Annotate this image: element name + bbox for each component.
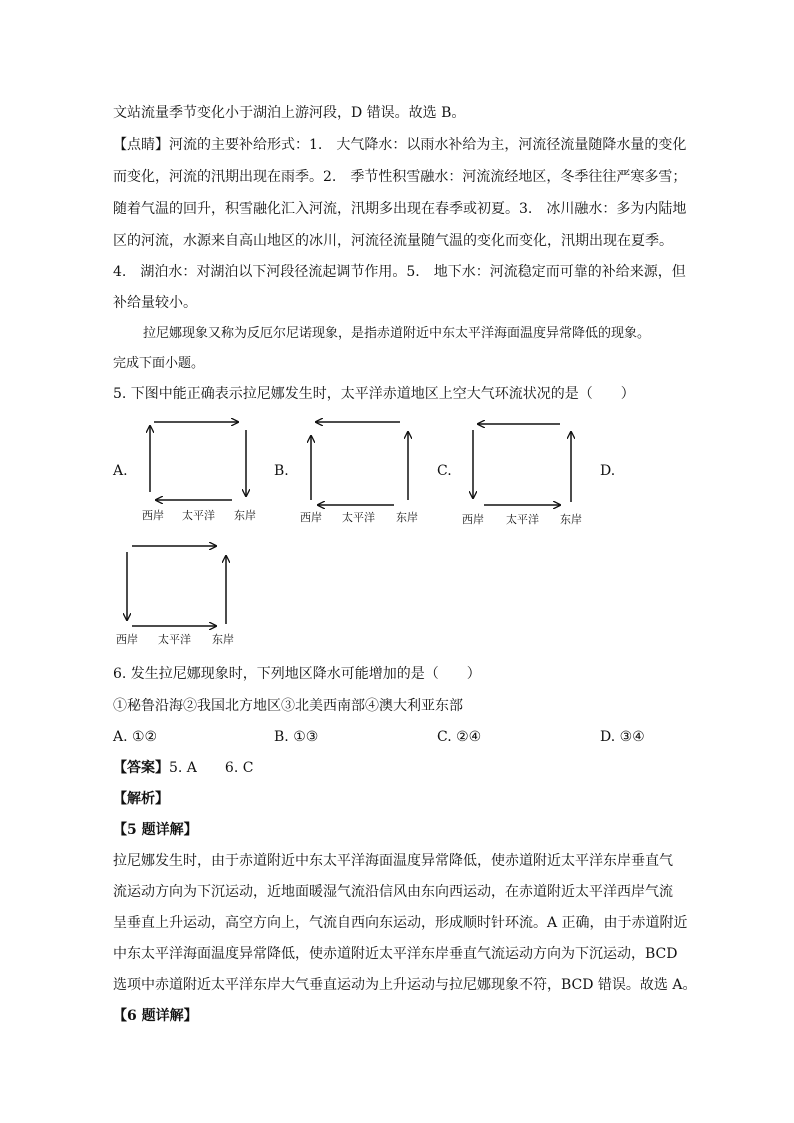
text-line: 流运动方向为下沉运动，近地面暖湿气流沿信风由东向西运动，在赤道附近太平洋西岸气流 — [113, 884, 673, 900]
east-coast-label: 东岸 — [234, 509, 256, 522]
answer-line — [113, 758, 253, 778]
circulation-diagram-c — [460, 412, 610, 532]
circulation-diagram-b — [298, 412, 448, 532]
question-intro-instruction: 完成下面小题。 — [113, 356, 205, 371]
question-intro: 拉尼娜现象又称为反厄尔尼诺现象，是指赤道附近中东太平洋海面温度异常降低的现象。 — [143, 326, 651, 341]
east-coast-label: 东岸 — [212, 633, 234, 646]
q6-option-a: A. ①② — [113, 729, 158, 745]
east-coast-label: 东岸 — [396, 511, 418, 524]
answer-label: 【答案】 — [113, 760, 169, 776]
east-coast-label: 东岸 — [560, 513, 582, 526]
text-line: 补给量较小。 — [113, 295, 197, 311]
west-coast-label: 西岸 — [462, 513, 484, 526]
circulation-arrows-d — [116, 536, 266, 656]
q6-option-b: B. ①③ — [274, 729, 319, 745]
text-line: 选项中赤道附近太平洋东岸大气垂直运动为上升运动与拉尼娜现象不符，BCD 错误。故选 A。 — [113, 977, 697, 993]
text-line: 文站流量季节变化小于湖泊上游河段，D 错误。故选 B。 — [113, 105, 466, 121]
question-6-items: ①秘鲁沿海②我国北方地区③北美西南部④澳大利亚东部 — [113, 698, 463, 714]
text-line: 区的河流，水源来自高山地区的冰川，河流径流量随气温的变化而变化，汛期出现在夏季。 — [113, 233, 673, 249]
west-coast-label: 西岸 — [116, 633, 138, 646]
text-line: 中东太平洋海面温度异常降低，使赤道附近太平洋东岸垂直气流运动方向为下沉运动，BCD — [113, 946, 678, 962]
analysis-heading: 【解析】 — [113, 791, 169, 807]
q6-option-c: C. ②④ — [437, 729, 482, 745]
detail-5-heading: 【5 题详解】 — [113, 822, 198, 838]
answer-text: 5. A 6. C — [169, 760, 254, 776]
question-5-stem: 5. 下图中能正确表示拉尼娜发生时，太平洋赤道地区上空大气环流状况的是（ ） — [113, 386, 635, 402]
text-line: 【点睛】河流的主要补给形式：1. 大气降水：以雨水补给为主，河流径流量随降水量的变化 — [113, 137, 687, 153]
text-line: 4. 湖泊水：对湖泊以下河段径流起调节作用。5. 地下水：河流稳定而可靠的补给来源，但 — [113, 264, 686, 280]
circulation-diagram-d — [116, 536, 266, 656]
pacific-label: 太平洋 — [342, 511, 375, 524]
detail-6-heading: 【6 题详解】 — [113, 1008, 198, 1024]
text-line: 呈垂直上升运动，高空方向上，气流自西向东运动，形成顺时针环流。A 正确，由于赤道附近 — [113, 915, 688, 931]
text-line: 随着气温的回升，积雪融化汇入河流，汛期多出现在春季或初夏。3. 冰川融水：多为内陆地 — [113, 201, 687, 217]
pacific-label: 太平洋 — [182, 509, 215, 522]
question-6-stem: 6. 发生拉尼娜现象时，下列地区降水可能增加的是（ ） — [113, 666, 481, 682]
west-coast-label: 西岸 — [142, 509, 164, 522]
circulation-diagram-a — [138, 412, 288, 532]
pacific-label: 太平洋 — [506, 513, 539, 526]
option-d-label: D. — [600, 463, 616, 479]
option-c-label: C. — [437, 463, 452, 479]
pacific-label: 太平洋 — [158, 633, 191, 646]
text-line: 而变化，河流的汛期出现在雨季。2. 季节性积雪融水：河流流经地区，冬季往往严寒多雪； — [113, 169, 687, 185]
text-line: 拉尼娜发生时，由于赤道附近中东太平洋海面温度异常降低，使赤道附近太平洋东岸垂直气 — [113, 853, 673, 869]
option-b-label: B. — [274, 463, 289, 479]
west-coast-label: 西岸 — [300, 511, 322, 524]
option-a-label: A. — [113, 463, 128, 479]
q6-option-d: D. ③④ — [600, 729, 645, 745]
